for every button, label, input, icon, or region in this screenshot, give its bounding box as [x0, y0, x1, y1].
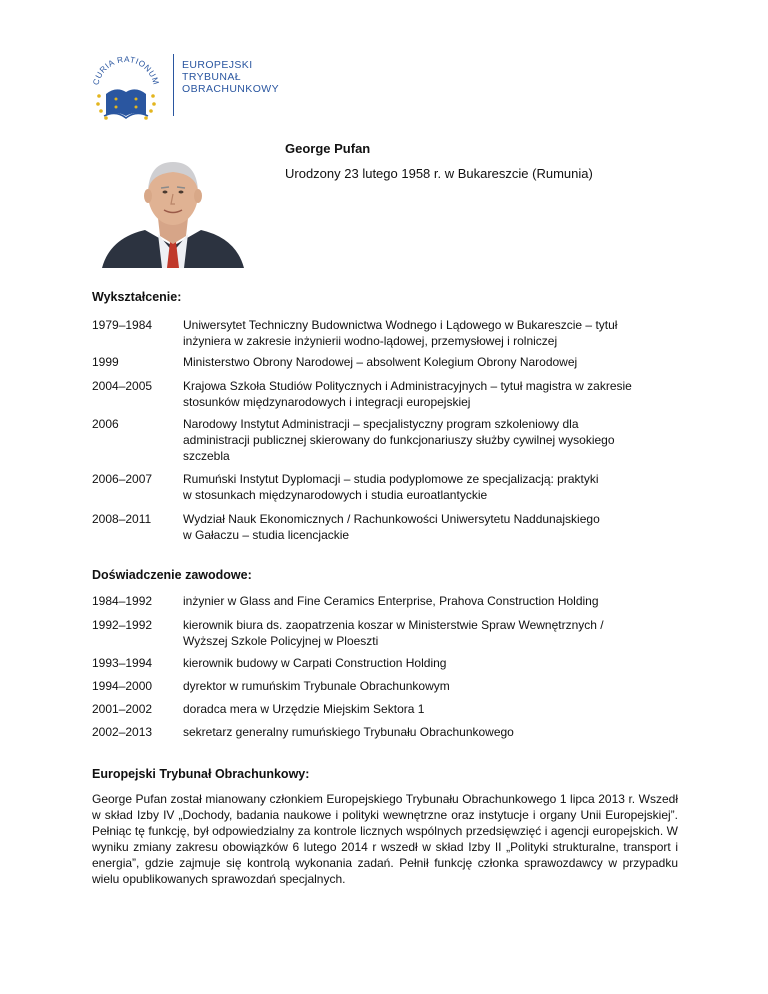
education-description	[183, 354, 683, 370]
experience-years: 1993–1994	[92, 656, 153, 670]
education-line: stosunków międzynarodowych i integracji europejskiej	[183, 395, 471, 409]
education-years: 2006–2007	[92, 472, 153, 486]
education-years: 2006	[92, 417, 119, 431]
education-heading: Wykształcenie:	[92, 290, 182, 304]
person-birth: Urodzony 23 lutego 1958 r. w Bukareszcie (Rumunia)	[285, 166, 593, 181]
experience-description	[183, 593, 683, 609]
experience-description	[183, 617, 683, 649]
eca-heading: Europejski Trybunał Obrachunkowy:	[92, 767, 310, 781]
experience-years: 2002–2013	[92, 725, 153, 739]
education-line: szczebla	[183, 449, 230, 463]
person-header	[285, 140, 593, 183]
education-description	[183, 416, 683, 464]
logo-line-2: TRYBUNAŁ	[182, 71, 242, 83]
education-description	[183, 317, 683, 349]
education-years: 1999	[92, 355, 119, 369]
education-line: Uniwersytet Techniczny Budownictwa Wodnego i Lądowego w Bukareszcie – tytuł	[183, 318, 618, 332]
education-years: 1979–1984	[92, 318, 153, 332]
logo-divider	[173, 54, 174, 116]
experience-description	[183, 678, 683, 694]
education-description	[183, 378, 683, 410]
education-line: administracji publicznej skierowany do funkcjonariuszy służby cywilnej wysokiego	[183, 433, 615, 447]
education-description	[183, 471, 683, 503]
education-line: Rumuński Instytut Dyplomacji – studia podyplomowe ze specjalizacją: praktyki	[183, 472, 599, 486]
experience-years: 1992–1992	[92, 618, 153, 632]
education-description	[183, 511, 683, 543]
logo-wordmark	[182, 59, 279, 95]
experience-line: kierownik biura ds. zaopatrzenia koszar w Ministerstwie Spraw Wewnętrznych /	[183, 618, 604, 632]
experience-line: Wyższej Szkole Policyjnej w Ploeszti	[183, 634, 379, 648]
eca-emblem-icon	[86, 46, 166, 126]
logo-arc-text: CURIA RATIONUM	[91, 54, 161, 87]
education-years: 2004–2005	[92, 379, 153, 393]
logo-line-3: OBRACHUNKOWY	[182, 83, 279, 95]
eca-paragraph: George Pufan został mianowany członkiem Europejskiego Trybunału Obrachunkowego 1 lipca 2013 r. Wszedł w skład Izby IV „Dochody, badania naukowe i polityki wewnętrzne oraz instytucje i organy Unii Europejskiej”. Pełniąc tę funkcję, był odpowiedzialny za kontrole licznych wspólnych przedsięwzięć i agencji europejskich. W wyniku zmiany zakresu obowiązków 6 lutego 2014 r wszedł w skład Izby II „Polityki strukturalne, transport i energia”, gdzie zajmuje się kontrolą wykonania zadań. Pełnił funkcję członka sprawozdawcy w przypadku wielu opublikowanych sprawozdań specjalnych.	[92, 792, 678, 886]
experience-line: inżynier w Glass and Fine Ceramics Enterprise, Prahova Construction Holding	[183, 594, 599, 608]
experience-heading: Doświadczenie zawodowe:	[92, 568, 252, 582]
education-line: Narodowy Instytut Administracji – specjalistyczny program szkoleniowy dla	[183, 417, 579, 431]
person-name: George Pufan	[285, 141, 371, 156]
experience-description	[183, 655, 683, 671]
eca-logo	[86, 46, 279, 126]
experience-line: sekretarz generalny rumuńskiego Trybunału Obrachunkowego	[183, 725, 514, 739]
experience-description	[183, 701, 683, 717]
education-line: w stosunkach międzynarodowych i studia euroatlantyckie	[183, 488, 488, 502]
logo-line-1: EUROPEJSKI	[182, 59, 253, 71]
experience-line: doradca mera w Urzędzie Miejskim Sektora 1	[183, 702, 425, 716]
experience-years: 1984–1992	[92, 594, 153, 608]
svg-text:CURIA RATIONUM	[91, 55, 160, 86]
experience-description	[183, 724, 683, 740]
education-line: w Gałaczu – studia licencjackie	[183, 528, 350, 542]
education-line: inżyniera w zakresie inżynierii wodno-lądowej, przemysłowej i rolniczej	[183, 334, 558, 348]
experience-line: kierownik budowy w Carpati Construction Holding	[183, 656, 447, 670]
experience-years: 1994–2000	[92, 679, 153, 693]
education-years: 2008–2011	[92, 512, 152, 526]
portrait-photo	[100, 150, 246, 268]
education-line: Wydział Nauk Ekonomicznych / Rachunkowości Uniwersytetu Naddunajskiego	[183, 512, 600, 526]
education-line: Ministerstwo Obrony Narodowej – absolwent Kolegium Obrony Narodowej	[183, 355, 578, 369]
experience-line: dyrektor w rumuńskim Trybunale Obrachunkowym	[183, 679, 450, 693]
education-line: Krajowa Szkoła Studiów Politycznych i Administracyjnych – tytuł magistra w zakresie	[183, 379, 632, 393]
experience-years: 2001–2002	[92, 702, 153, 716]
